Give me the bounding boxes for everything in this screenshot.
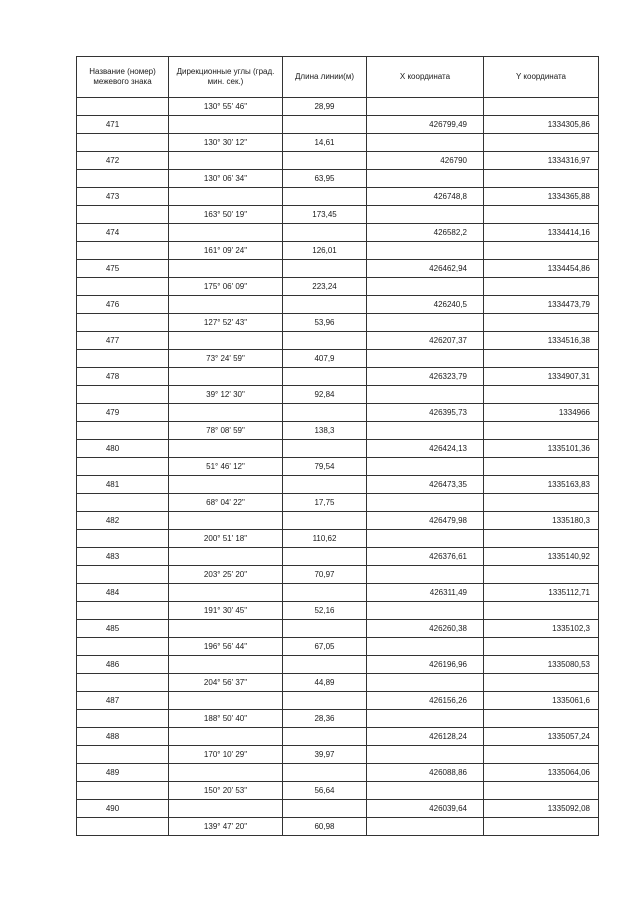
cell-y-coordinate <box>484 458 599 476</box>
header-direction-angle: Дирекционные углы (град. мин. сек.) <box>169 57 283 98</box>
cell-direction-angle: 139° 47' 20" <box>169 818 283 836</box>
cell-x-coordinate <box>367 278 484 296</box>
table-row <box>77 602 599 620</box>
cell-line-length: 110,62 <box>283 530 367 548</box>
table-row <box>77 782 599 800</box>
cell-y-coordinate: 1335057,24 <box>484 728 599 746</box>
cell-direction-angle <box>169 116 283 134</box>
cell-line-length <box>283 800 367 818</box>
cell-point-number <box>77 134 169 152</box>
cell-y-coordinate <box>484 494 599 512</box>
cell-y-coordinate: 1335163,83 <box>484 476 599 494</box>
cell-direction-angle <box>169 656 283 674</box>
table-row <box>77 368 599 386</box>
cell-y-coordinate: 1334473,79 <box>484 296 599 314</box>
cell-line-length <box>283 152 367 170</box>
cell-y-coordinate <box>484 710 599 728</box>
table-row <box>77 692 599 710</box>
cell-y-coordinate <box>484 638 599 656</box>
cell-direction-angle: 73° 24' 59" <box>169 350 283 368</box>
cell-line-length: 138,3 <box>283 422 367 440</box>
header-x-coordinate: X координата <box>367 57 484 98</box>
boundary-coordinates-table <box>76 56 599 836</box>
cell-x-coordinate <box>367 602 484 620</box>
cell-direction-angle <box>169 440 283 458</box>
table-row <box>77 332 599 350</box>
cell-y-coordinate <box>484 746 599 764</box>
cell-direction-angle <box>169 476 283 494</box>
cell-y-coordinate: 1334907,31 <box>484 368 599 386</box>
cell-point-number: 490 <box>77 800 169 818</box>
cell-direction-angle <box>169 404 283 422</box>
cell-line-length <box>283 116 367 134</box>
cell-y-coordinate: 1334966 <box>484 404 599 422</box>
cell-y-coordinate: 1334365,88 <box>484 188 599 206</box>
cell-line-length: 70,97 <box>283 566 367 584</box>
cell-direction-angle <box>169 332 283 350</box>
cell-point-number <box>77 674 169 692</box>
table-row <box>77 188 599 206</box>
cell-y-coordinate: 1335180,3 <box>484 512 599 530</box>
cell-y-coordinate: 1335101,36 <box>484 440 599 458</box>
cell-direction-angle: 51° 46' 12" <box>169 458 283 476</box>
cell-line-length: 39,97 <box>283 746 367 764</box>
cell-line-length <box>283 368 367 386</box>
cell-point-number: 488 <box>77 728 169 746</box>
cell-x-coordinate: 426311,49 <box>367 584 484 602</box>
table-row <box>77 620 599 638</box>
cell-x-coordinate <box>367 206 484 224</box>
cell-direction-angle: 127° 52' 43" <box>169 314 283 332</box>
table-row <box>77 584 599 602</box>
table-row <box>77 134 599 152</box>
table-row <box>77 386 599 404</box>
header-line-length: Длина линии(м) <box>283 57 367 98</box>
cell-y-coordinate: 1335092,08 <box>484 800 599 818</box>
cell-x-coordinate <box>367 458 484 476</box>
table-body <box>77 98 599 836</box>
cell-y-coordinate: 1335140,92 <box>484 548 599 566</box>
cell-point-number <box>77 422 169 440</box>
cell-y-coordinate: 1335080,53 <box>484 656 599 674</box>
cell-direction-angle: 130° 06' 34" <box>169 170 283 188</box>
table-row <box>77 638 599 656</box>
cell-y-coordinate: 1335102,3 <box>484 620 599 638</box>
cell-direction-angle <box>169 728 283 746</box>
cell-point-number <box>77 314 169 332</box>
cell-x-coordinate: 426376,61 <box>367 548 484 566</box>
cell-direction-angle: 196° 56' 44" <box>169 638 283 656</box>
cell-point-number <box>77 206 169 224</box>
cell-direction-angle: 130° 30' 12" <box>169 134 283 152</box>
table-row <box>77 656 599 674</box>
table-row <box>77 512 599 530</box>
cell-line-length <box>283 692 367 710</box>
cell-y-coordinate <box>484 170 599 188</box>
table-row <box>77 152 599 170</box>
cell-direction-angle: 39° 12' 30" <box>169 386 283 404</box>
cell-point-number: 482 <box>77 512 169 530</box>
cell-line-length <box>283 296 367 314</box>
cell-y-coordinate <box>484 530 599 548</box>
header-y-coordinate: Y координата <box>484 57 599 98</box>
cell-line-length <box>283 620 367 638</box>
cell-x-coordinate <box>367 818 484 836</box>
cell-point-number: 475 <box>77 260 169 278</box>
cell-x-coordinate: 426039,64 <box>367 800 484 818</box>
cell-x-coordinate <box>367 710 484 728</box>
cell-line-length: 67,05 <box>283 638 367 656</box>
cell-direction-angle <box>169 260 283 278</box>
table-row <box>77 800 599 818</box>
cell-point-number <box>77 818 169 836</box>
cell-y-coordinate: 1335064,06 <box>484 764 599 782</box>
cell-line-length: 126,01 <box>283 242 367 260</box>
cell-x-coordinate: 426260,38 <box>367 620 484 638</box>
table-row <box>77 206 599 224</box>
cell-y-coordinate <box>484 134 599 152</box>
cell-x-coordinate: 426128,24 <box>367 728 484 746</box>
table-row <box>77 458 599 476</box>
table-row <box>77 710 599 728</box>
cell-direction-angle: 150° 20' 53" <box>169 782 283 800</box>
cell-point-number: 480 <box>77 440 169 458</box>
cell-x-coordinate <box>367 386 484 404</box>
cell-y-coordinate: 1334414,16 <box>484 224 599 242</box>
cell-line-length <box>283 188 367 206</box>
cell-direction-angle: 188° 50' 40" <box>169 710 283 728</box>
cell-line-length: 407,9 <box>283 350 367 368</box>
cell-x-coordinate <box>367 494 484 512</box>
cell-line-length: 28,99 <box>283 98 367 116</box>
cell-x-coordinate <box>367 530 484 548</box>
cell-line-length: 92,84 <box>283 386 367 404</box>
cell-x-coordinate <box>367 134 484 152</box>
table-row <box>77 494 599 512</box>
cell-point-number: 483 <box>77 548 169 566</box>
table-row <box>77 422 599 440</box>
cell-point-number: 478 <box>77 368 169 386</box>
cell-y-coordinate: 1334516,38 <box>484 332 599 350</box>
cell-y-coordinate <box>484 422 599 440</box>
cell-x-coordinate: 426479,98 <box>367 512 484 530</box>
cell-y-coordinate <box>484 782 599 800</box>
table-row <box>77 764 599 782</box>
table-row <box>77 350 599 368</box>
cell-x-coordinate <box>367 566 484 584</box>
cell-x-coordinate: 426240,5 <box>367 296 484 314</box>
cell-direction-angle <box>169 224 283 242</box>
cell-point-number: 484 <box>77 584 169 602</box>
cell-point-number <box>77 170 169 188</box>
table-row <box>77 440 599 458</box>
cell-point-number <box>77 458 169 476</box>
table-row <box>77 728 599 746</box>
table-row <box>77 314 599 332</box>
cell-line-length: 223,24 <box>283 278 367 296</box>
cell-point-number <box>77 602 169 620</box>
cell-direction-angle: 175° 06' 09" <box>169 278 283 296</box>
cell-y-coordinate <box>484 98 599 116</box>
cell-line-length: 52,16 <box>283 602 367 620</box>
cell-direction-angle <box>169 584 283 602</box>
cell-x-coordinate <box>367 350 484 368</box>
cell-line-length: 44,89 <box>283 674 367 692</box>
cell-point-number: 489 <box>77 764 169 782</box>
cell-direction-angle <box>169 800 283 818</box>
cell-direction-angle <box>169 188 283 206</box>
cell-x-coordinate <box>367 98 484 116</box>
cell-point-number <box>77 242 169 260</box>
cell-y-coordinate <box>484 206 599 224</box>
cell-y-coordinate <box>484 674 599 692</box>
cell-line-length <box>283 548 367 566</box>
cell-x-coordinate <box>367 242 484 260</box>
cell-line-length: 173,45 <box>283 206 367 224</box>
cell-point-number <box>77 386 169 404</box>
cell-line-length <box>283 224 367 242</box>
cell-line-length <box>283 260 367 278</box>
cell-x-coordinate: 426462,94 <box>367 260 484 278</box>
cell-line-length <box>283 656 367 674</box>
cell-y-coordinate: 1335112,71 <box>484 584 599 602</box>
table-row <box>77 530 599 548</box>
cell-point-number: 471 <box>77 116 169 134</box>
cell-point-number <box>77 782 169 800</box>
cell-point-number <box>77 638 169 656</box>
cell-y-coordinate <box>484 242 599 260</box>
cell-y-coordinate: 1334454,86 <box>484 260 599 278</box>
cell-direction-angle: 170° 10' 29" <box>169 746 283 764</box>
cell-line-length: 56,64 <box>283 782 367 800</box>
cell-y-coordinate <box>484 566 599 584</box>
table-row <box>77 296 599 314</box>
cell-direction-angle: 191° 30' 45" <box>169 602 283 620</box>
cell-x-coordinate <box>367 314 484 332</box>
cell-x-coordinate: 426424,13 <box>367 440 484 458</box>
cell-y-coordinate <box>484 818 599 836</box>
cell-point-number: 474 <box>77 224 169 242</box>
cell-y-coordinate <box>484 314 599 332</box>
cell-y-coordinate <box>484 602 599 620</box>
cell-y-coordinate: 1334316,97 <box>484 152 599 170</box>
cell-direction-angle <box>169 296 283 314</box>
table-row <box>77 404 599 422</box>
cell-y-coordinate <box>484 350 599 368</box>
cell-point-number: 476 <box>77 296 169 314</box>
cell-line-length: 17,75 <box>283 494 367 512</box>
cell-point-number <box>77 530 169 548</box>
table-row <box>77 98 599 116</box>
table-row <box>77 278 599 296</box>
cell-direction-angle: 78° 08' 59" <box>169 422 283 440</box>
cell-point-number <box>77 350 169 368</box>
cell-line-length <box>283 440 367 458</box>
cell-point-number: 479 <box>77 404 169 422</box>
cell-point-number <box>77 98 169 116</box>
cell-line-length <box>283 476 367 494</box>
cell-y-coordinate <box>484 386 599 404</box>
cell-line-length: 60,98 <box>283 818 367 836</box>
cell-direction-angle <box>169 764 283 782</box>
cell-x-coordinate: 426323,79 <box>367 368 484 386</box>
cell-direction-angle: 68° 04' 22" <box>169 494 283 512</box>
cell-direction-angle: 161° 09' 24" <box>169 242 283 260</box>
cell-direction-angle <box>169 512 283 530</box>
table-row <box>77 674 599 692</box>
cell-line-length: 63,95 <box>283 170 367 188</box>
cell-point-number <box>77 746 169 764</box>
cell-direction-angle: 203° 25' 20" <box>169 566 283 584</box>
cell-direction-angle: 200° 51' 18" <box>169 530 283 548</box>
cell-point-number: 472 <box>77 152 169 170</box>
cell-x-coordinate: 426088,86 <box>367 764 484 782</box>
cell-direction-angle <box>169 620 283 638</box>
cell-y-coordinate <box>484 278 599 296</box>
cell-point-number <box>77 710 169 728</box>
cell-x-coordinate: 426790 <box>367 152 484 170</box>
cell-x-coordinate: 426748,8 <box>367 188 484 206</box>
cell-line-length <box>283 584 367 602</box>
cell-line-length: 53,96 <box>283 314 367 332</box>
cell-point-number: 487 <box>77 692 169 710</box>
cell-line-length <box>283 728 367 746</box>
cell-point-number: 486 <box>77 656 169 674</box>
cell-direction-angle <box>169 368 283 386</box>
cell-direction-angle <box>169 152 283 170</box>
cell-point-number <box>77 566 169 584</box>
cell-x-coordinate <box>367 422 484 440</box>
cell-line-length <box>283 404 367 422</box>
cell-point-number <box>77 278 169 296</box>
header-point-name: Название (номер) межевого знака <box>77 57 169 98</box>
cell-direction-angle: 163° 50' 19" <box>169 206 283 224</box>
cell-point-number: 485 <box>77 620 169 638</box>
cell-line-length: 28,36 <box>283 710 367 728</box>
cell-point-number: 481 <box>77 476 169 494</box>
cell-x-coordinate: 426799,49 <box>367 116 484 134</box>
cell-x-coordinate: 426156,26 <box>367 692 484 710</box>
cell-line-length: 79,54 <box>283 458 367 476</box>
cell-x-coordinate: 426582,2 <box>367 224 484 242</box>
cell-x-coordinate <box>367 170 484 188</box>
table-header-row <box>77 57 599 98</box>
cell-point-number: 477 <box>77 332 169 350</box>
cell-x-coordinate: 426395,73 <box>367 404 484 422</box>
cell-direction-angle: 130° 55' 46" <box>169 98 283 116</box>
cell-x-coordinate <box>367 638 484 656</box>
cell-x-coordinate: 426196,96 <box>367 656 484 674</box>
cell-x-coordinate <box>367 674 484 692</box>
cell-y-coordinate: 1335061,6 <box>484 692 599 710</box>
cell-direction-angle <box>169 548 283 566</box>
cell-x-coordinate: 426207,37 <box>367 332 484 350</box>
cell-point-number <box>77 494 169 512</box>
table-row <box>77 116 599 134</box>
cell-direction-angle: 204° 56' 37" <box>169 674 283 692</box>
cell-point-number: 473 <box>77 188 169 206</box>
cell-y-coordinate: 1334305,86 <box>484 116 599 134</box>
table-row <box>77 476 599 494</box>
cell-x-coordinate <box>367 746 484 764</box>
table-row <box>77 170 599 188</box>
cell-line-length <box>283 332 367 350</box>
table-row <box>77 548 599 566</box>
table-row <box>77 818 599 836</box>
cell-direction-angle <box>169 692 283 710</box>
cell-line-length <box>283 764 367 782</box>
cell-line-length <box>283 512 367 530</box>
table-row <box>77 260 599 278</box>
table-row <box>77 224 599 242</box>
cell-line-length: 14,61 <box>283 134 367 152</box>
cell-x-coordinate: 426473,35 <box>367 476 484 494</box>
table-row <box>77 746 599 764</box>
table-row <box>77 242 599 260</box>
table-row <box>77 566 599 584</box>
cell-x-coordinate <box>367 782 484 800</box>
